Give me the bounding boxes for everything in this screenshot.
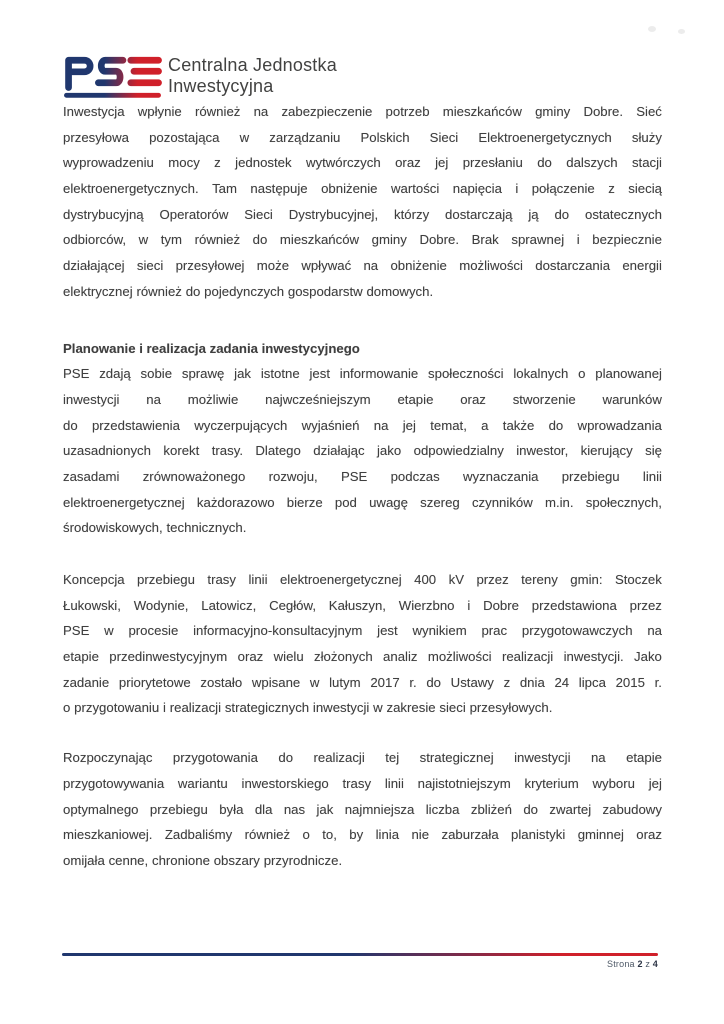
text-line: Koncepcja przebiegu trasy linii elektroenergetycznej 400 kV przez tereny gmin: Stoczek [63, 572, 662, 587]
text-line: Inwestycja wpłynie również na zabezpieczenie potrzeb mieszkańców gminy Dobre. Sieć [63, 104, 662, 119]
text-line: o przygotowaniu i realizacji strategicznych inwestycji w zakresie sieci przesyłowych. [63, 700, 553, 716]
page-number-current: 2 [637, 959, 643, 969]
paragraph-route-criteria [63, 745, 662, 873]
text-line: wyprowadzeniu mocy z jednostek wytwórczych oraz jej przesłaniu do dalszych stacji [63, 155, 662, 171]
paragraph-investment-impact [63, 99, 662, 305]
text-line: optymalnego przebiegu była dla nas jak najmniejsza liczba zbliżeń do zwartej zabudowy [63, 801, 662, 817]
text-line: elektrycznej również do pojedynczych gospodarstw domowych. [63, 283, 434, 299]
text-line: inwestycji na możliwie najwcześniejszym etapie oraz stworzenie warunków [63, 391, 662, 407]
text-line: elektroenergetycznej każdorazowo bierze pod uwagę szereg czynników m.in. społecznych, [63, 494, 662, 510]
text-line: omijała cenne, chronione obszary przyrodnicze. [63, 852, 343, 868]
pse-logo-icon [62, 54, 163, 99]
text-line: PSE zdają sobie sprawę jak istotne jest informowanie społeczności lokalnych o planowanej [63, 366, 662, 382]
footer-rule [62, 953, 658, 956]
logo-letter-p [69, 60, 91, 87]
text-line: zadanie priorytetowe zostało wpisane w lutym 2017 r. do Ustawy z dnia 24 lipca 2015 r. [63, 674, 662, 690]
paragraph-planning [63, 361, 662, 541]
text-line: etapie przedinwestycyjnym oraz wielu złożonych analiz możliwości realizacji inwestycji. Jako [63, 649, 662, 665]
text-line: środowiskowych, technicznych. [63, 520, 247, 536]
text-line: Rozpoczynając przygotowania do realizacji tej strategicznej inwestycji na etapie [63, 750, 662, 766]
text-line: zasadami zrównoważonego rozwoju, PSE podczas wyznaczania przebiegu linii [63, 468, 662, 484]
page-number-total: 4 [652, 959, 658, 969]
text-line: PSE w procesie informacyjno-konsultacyjnym jest wynikiem prac przygotowawczych na [63, 623, 662, 639]
paragraph-route-concept [63, 567, 662, 721]
section-heading: Planowanie i realizacja zadania inwestycyjnego [63, 340, 360, 356]
page-number [62, 959, 658, 969]
page-number-label: Strona [607, 959, 635, 969]
brand-subtitle-line1: Centralna Jednostka [168, 55, 337, 75]
text-line: przygotowywania wariantu inwestorskiego trasy linii najistotniejszym kryterium wyboru jej [63, 775, 662, 791]
logo-letter-s [98, 60, 123, 83]
text-line: elektroenergetycznych. Tam następuje obniżenie wartości napięcia i połączenie z siecią [63, 181, 662, 197]
brand-subtitle [168, 54, 337, 96]
text-line: mieszkaniowej. Zadbaliśmy również o to, by linia nie zaburzała planistyki gminnej oraz [63, 827, 662, 843]
text-line: uzasadnionych korekt trasy. Dlatego działając jako odpowiedzialny inwestor, kierujący się [63, 443, 662, 459]
scan-artifact-speck [678, 29, 685, 34]
scan-artifact-speck [648, 26, 656, 32]
page-number-separator: z [645, 959, 651, 969]
brand-subtitle-line2: Inwestycyjna [168, 75, 274, 96]
text-line: działającej sieci przesyłowej może wpływać na obniżenie możliwości dostarczania energii [63, 258, 662, 274]
document-body [63, 99, 662, 874]
text-line: odbiorców, w tym również do mieszkańców gminy Dobre. Brak sprawnej i bezpiecznie [63, 232, 662, 248]
text-line: przesyłowa pozostająca w zarządzaniu Polskich Sieci Elektroenergetycznych służy [63, 129, 662, 145]
text-line: do przedstawienia wyczerpujących wyjaśnień na jej temat, a także do wprowadzania [63, 417, 662, 433]
header-brand [62, 54, 337, 99]
text-line: dystrybucyjną Operatorów Sieci Dystrybucyjnej, którzy dostarczają ją do ostatecznych [63, 206, 662, 222]
text-line: Łukowski, Wodynie, Latowicz, Cegłów, Kałuszyn, Wierzbno i Dobre przedstawiona przez [63, 597, 662, 613]
